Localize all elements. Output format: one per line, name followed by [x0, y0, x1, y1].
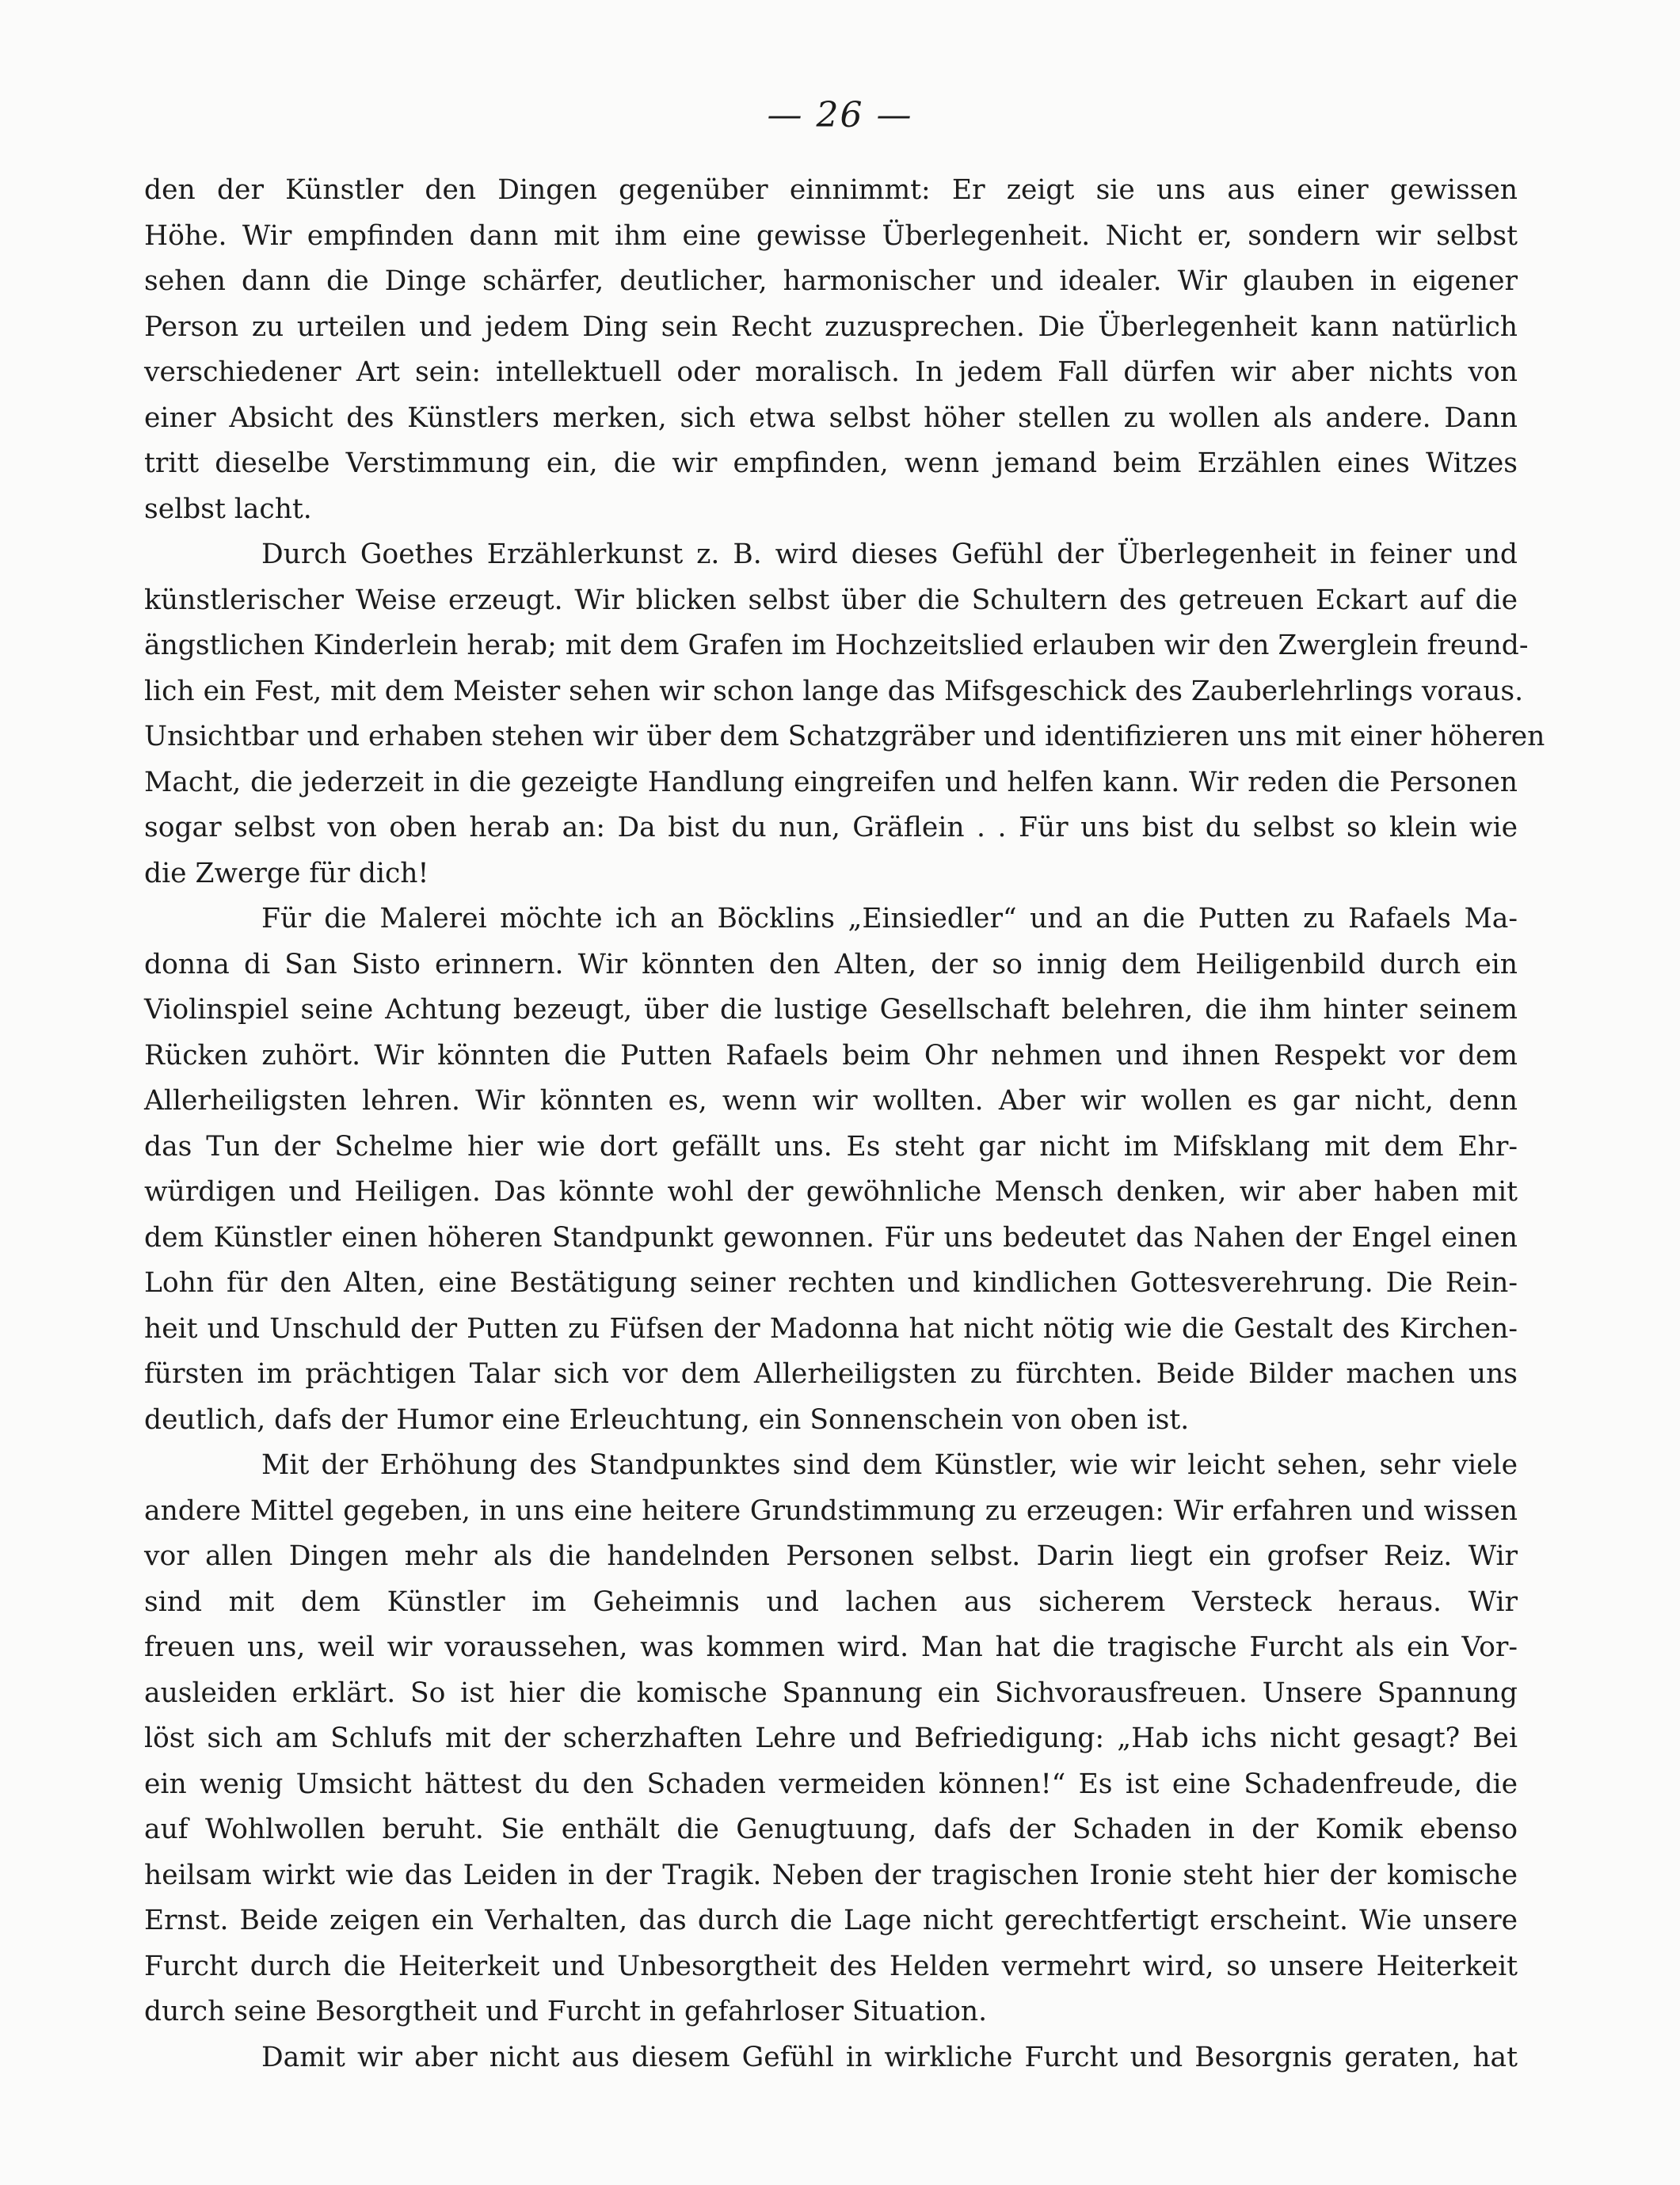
body-text — [144, 168, 1545, 2080]
paragraph-5 — [144, 2035, 1518, 2081]
text-line: sehen dann die Dinge schärfer, deutlicher, harmonischer und idealer. Wir glauben in eigener — [144, 265, 1518, 297]
text-line: Ernst. Beide zeigen ein Verhalten, das durch die Lage nicht gerechtfertigt erscheint. Wie unsere — [144, 1905, 1518, 1936]
text-line: lich ein Fest, mit dem Meister sehen wir schon lange das Mifsgeschick des Zauberlehrlings voraus. — [144, 675, 1524, 707]
text-line: Allerheiligsten lehren. Wir könnten es, wenn wir wollten. Aber wir wollen es gar nicht, denn — [144, 1085, 1518, 1117]
text-line: selbst lacht. — [144, 493, 312, 525]
text-line: vor allen Dingen mehr als die handelnden Personen selbst. Darin liegt ein grofser Reiz. Wir — [144, 1540, 1518, 1572]
paragraph-1 — [144, 168, 1518, 532]
text-line: ausleiden erklärt. So ist hier die komische Spannung ein Sichvorausfreuen. Unsere Spannung — [144, 1677, 1518, 1709]
paragraph-4 — [144, 1443, 1518, 2035]
text-line: donna di San Sisto erinnern. Wir könnten den Alten, der so innig dem Heiligenbild durch ein — [144, 948, 1518, 980]
text-line: sogar selbst von oben herab an: Da bist du nun, Gräflein . . Für uns bist du selbst so klein wie — [144, 812, 1518, 843]
text-line: dem Künstler einen höheren Standpunkt gewonnen. Für uns bedeutet das Nahen der Engel einen — [144, 1221, 1518, 1254]
paragraph-2 — [144, 532, 1545, 896]
text-line: das Tun der Schelme hier wie dort gefällt uns. Es steht gar nicht im Mifsklang mit dem Ehr- — [144, 1130, 1518, 1163]
text-line: heilsam wirkt wie das Leiden in der Tragik. Neben der tragischen Ironie steht hier der komische — [144, 1859, 1518, 1891]
text-line: durch seine Besorgtheit und Furcht in gefahrloser Situation. — [144, 1996, 988, 2027]
text-line: fürsten im prächtigen Talar sich vor dem Allerheiligsten zu fürchten. Beide Bilder machen uns — [144, 1358, 1518, 1390]
text-line: freuen uns, weil wir voraussehen, was kommen wird. Man hat die tragische Furcht als ein Vor- — [144, 1631, 1518, 1663]
text-line: Person zu urteilen und jedem Ding sein Recht zuzusprechen. Die Überlegenheit kann natürlich — [144, 310, 1518, 343]
text-line: heit und Unschuld der Putten zu Füfsen der Madonna hat nicht nötig wie die Gestalt des Kirchen- — [144, 1312, 1518, 1345]
text-line: die Zwerge für dich! — [144, 857, 429, 889]
text-line: andere Mittel gegeben, in uns eine heitere Grundstimmung zu erzeugen: Wir erfahren und wissen — [144, 1494, 1518, 1527]
text-line: Unsichtbar und erhaben stehen wir über dem Schatzgräber und identifizieren uns mit einer höheren — [144, 721, 1545, 752]
text-line: würdigen und Heiligen. Das könnte wohl der gewöhnliche Mensch denken, wir aber haben mit — [144, 1176, 1518, 1208]
text-line: Durch Goethes Erzählerkunst z. B. wird dieses Gefühl der Überlegenheit in feiner und — [261, 539, 1518, 570]
text-line: Höhe. Wir empfinden dann mit ihm eine gewisse Überlegenheit. Nicht er, sondern wir selbst — [144, 219, 1518, 252]
text-line: Mit der Erhöhung des Standpunktes sind dem Künstler, wie wir leicht sehen, sehr viele — [261, 1449, 1518, 1481]
text-line: Macht, die jederzeit in die gezeigte Handlung eingreifen und helfen kann. Wir reden die Personen — [144, 766, 1518, 798]
text-line: sind mit dem Künstler im Geheimnis und lachen aus sicherem Versteck heraus. Wir — [144, 1585, 1518, 1618]
text-line: künstlerischer Weise erzeugt. Wir blicken selbst über die Schultern des getreuen Eckart auf die — [144, 584, 1518, 616]
paragraph-3 — [144, 896, 1518, 1443]
text-line: tritt dieselbe Verstimmung ein, die wir empfinden, wenn jemand beim Erzählen eines Witzes — [144, 447, 1518, 479]
text-line: den der Künstler den Dingen gegenüber einnimmt: Er zeigt sie uns aus einer gewissen — [144, 174, 1518, 206]
text-line: einer Absicht des Künstlers merken, sich etwa selbst höher stellen zu wollen als andere. Dann — [144, 402, 1518, 434]
text-line: verschiedener Art sein: intellektuell oder moralisch. In jedem Fall dürfen wir aber nichts von — [144, 356, 1518, 388]
text-line: löst sich am Schlufs mit der scherzhaften Lehre und Befriedigung: „Hab ichs nicht gesagt? Bei — [144, 1722, 1518, 1754]
text-line: Violinspiel seine Achtung bezeugt, über die lustige Gesellschaft belehren, die ihm hinter seinem — [144, 994, 1518, 1026]
text-line: Lohn für den Alten, eine Bestätigung seiner rechten und kindlichen Gottesverehrung. Die Rein- — [144, 1267, 1518, 1299]
text-line: ängstlichen Kinderlein herab; mit dem Grafen im Hochzeitslied erlauben wir den Zwerglein freund- — [144, 630, 1529, 661]
text-line: Für die Malerei möchte ich an Böcklins „Einsiedler“ und an die Putten zu Rafaels Ma- — [261, 903, 1518, 935]
text-line: Damit wir aber nicht aus diesem Gefühl in wirkliche Furcht und Besorgnis geraten, hat — [261, 2041, 1518, 2073]
page-number: — 26 — — [767, 95, 913, 135]
text-line: deutlich, dafs der Humor eine Erleuchtung, ein Sonnenschein von oben ist. — [144, 1403, 1190, 1436]
text-line: ein wenig Umsicht hättest du den Schaden vermeiden können!“ Es ist eine Schadenfreude, die — [144, 1768, 1518, 1800]
text-line: Rücken zuhört. Wir könnten die Putten Rafaels beim Ohr nehmen und ihnen Respekt vor dem — [144, 1039, 1518, 1072]
text-line: Furcht durch die Heiterkeit und Unbesorgtheit des Helden vermehrt wird, so unsere Heiterkeit — [144, 1950, 1518, 1982]
text-line: auf Wohlwollen beruht. Sie enthält die Genugtuung, dafs der Schaden in der Komik ebenso — [144, 1814, 1518, 1845]
